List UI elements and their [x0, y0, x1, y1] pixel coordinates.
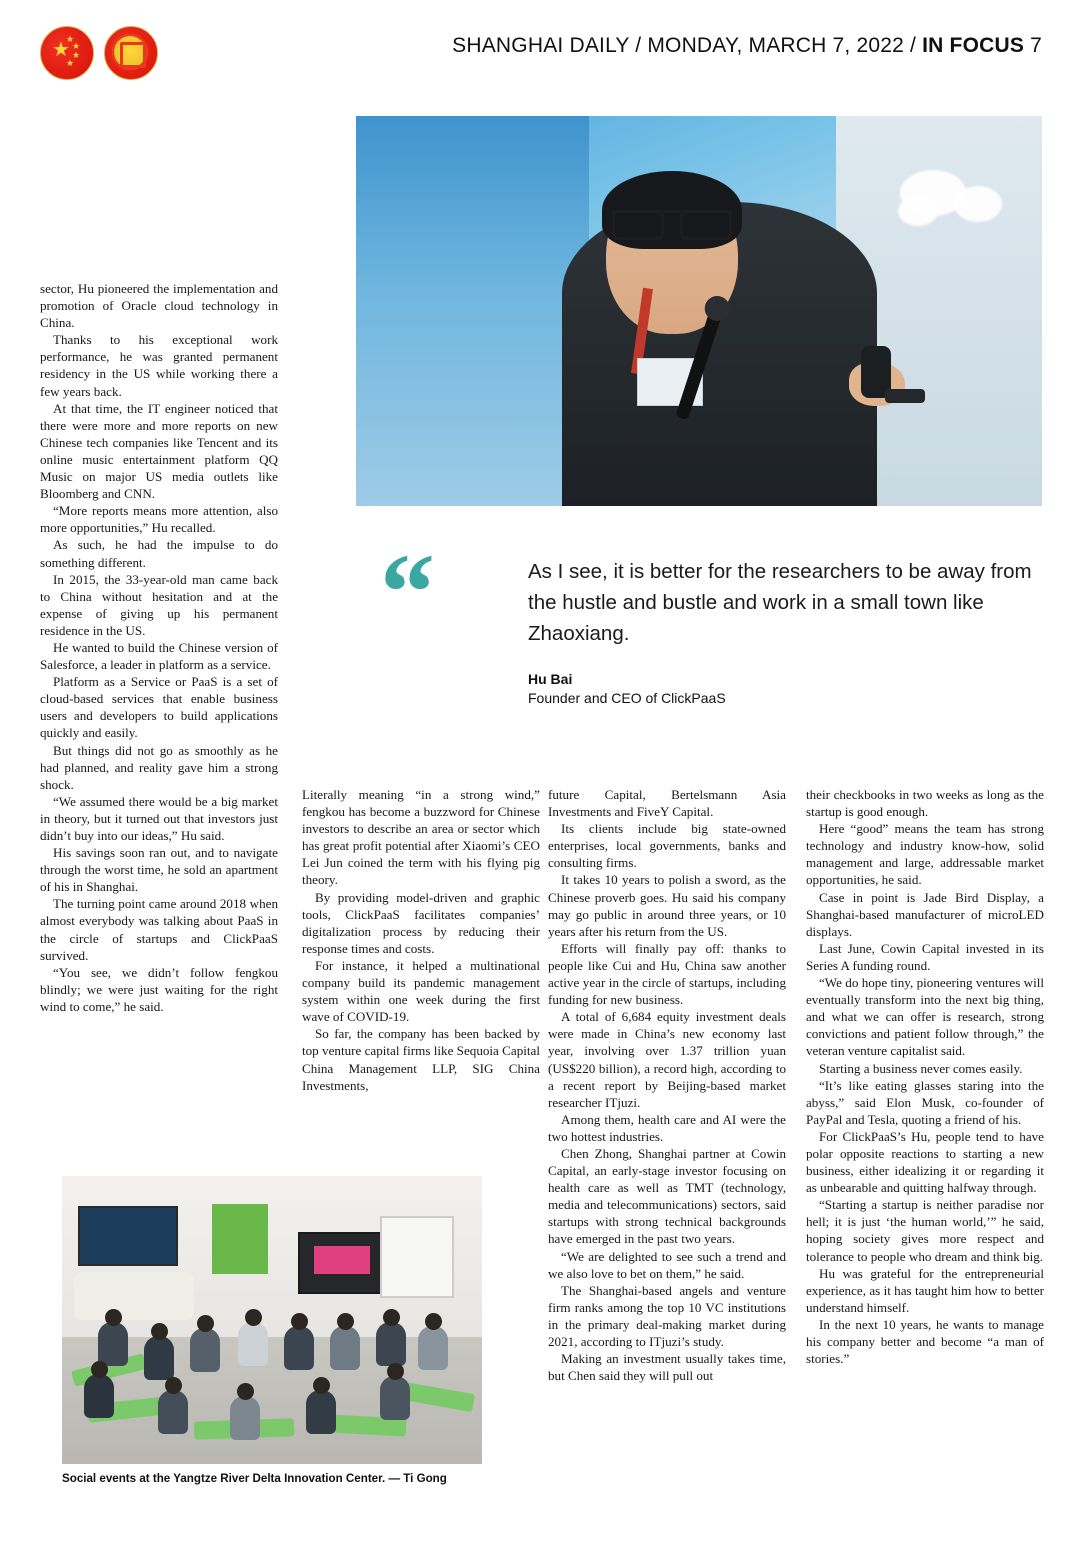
paragraph: He wanted to build the Chinese version of Salesforce, a leader in platform as a service. — [40, 639, 278, 673]
cppcc-emblem-icon — [104, 26, 158, 80]
paragraph: “More reports means more attention, also more opportunities,” Hu recalled. — [40, 503, 278, 536]
paragraph: As such, he had the impulse to do something different. — [40, 537, 278, 570]
masthead — [40, 26, 1042, 86]
flag-star-small-3: ★ — [72, 50, 81, 60]
bottom-photo — [62, 1176, 482, 1464]
flag-star-large: ★ — [52, 39, 70, 61]
publication-name: SHANGHAI DAILY — [452, 34, 630, 57]
header-sep-1: / — [629, 34, 648, 57]
paragraph: “Starting a startup is neither paradise nor hell; it is just ‘the human world,’” he said, hoping society gives more respect and tolerance to people who dream and think big. — [806, 1197, 1044, 1264]
hero-sky — [356, 116, 589, 506]
section-name: IN FOCUS — [922, 34, 1025, 57]
bottom-photo-display-1 — [78, 1206, 178, 1266]
pull-quote — [380, 531, 1040, 706]
article-column-2 — [302, 786, 540, 1094]
pull-quote-text: As I see, it is better for the researchers to be away from the hustle and bustle and work in a small town like Zhaoxiang. — [528, 560, 1032, 645]
paragraph: But things did not go as smoothly as he had planned, and reality gave him a strong shock. — [40, 742, 278, 792]
article-column-1 — [40, 280, 278, 1015]
paragraph: “We are delighted to see such a trend and we also love to bet on them,” he said. — [548, 1248, 786, 1281]
paragraph: Its clients include big state-owned enterprises, local governments, banks and consulting firms. — [548, 821, 786, 871]
paragraph: Case in point is Jade Bird Display, a Shanghai-based manufacturer of microLED displays. — [806, 889, 1044, 939]
paragraph: Thanks to his exceptional work performance, he was granted permanent residency in the US while working there a few years back. — [40, 332, 278, 399]
bottom-photo-person — [306, 1390, 336, 1434]
page-header-line — [452, 34, 1042, 58]
bottom-photo-person — [376, 1322, 406, 1366]
bottom-photo-sofa — [74, 1272, 194, 1320]
flag-star-small-1: ★ — [66, 34, 75, 44]
pull-quote-attribution-name: Hu Bai — [528, 671, 573, 687]
hero-wristwatch — [885, 389, 925, 403]
bottom-photo-person — [158, 1390, 188, 1434]
bottom-photo-person — [418, 1326, 448, 1370]
paragraph: “You see, we didn’t follow fengkou blindly; we were just waiting for the right wind to come,” he said. — [40, 964, 278, 1014]
paragraph: Platform as a Service or PaaS is a set of cloud-based services that enable business users and developers to build applications quickly and easily. — [40, 674, 278, 741]
paragraph: future Capital, Bertelsmann Asia Investments and FiveY Capital. — [548, 787, 786, 820]
article-column-4 — [806, 786, 1044, 1367]
pull-quote-attribution-role: Founder and CEO of ClickPaaS — [528, 690, 726, 706]
paragraph: “We do hope tiny, pioneering ventures will eventually transform into the next big thing, and what we can offer is research, strong convictions and patient follow through,” the veteran venture capitalist said. — [806, 975, 1044, 1059]
paragraph: His savings soon ran out, and to navigate through the worst time, he sold an apartment of his in Shanghai. — [40, 845, 278, 895]
paragraph: “We assumed there would be a big market in theory, but it turned out that investors just didn’t buy into our ideas,” Hu said. — [40, 793, 278, 843]
bottom-photo-person — [144, 1336, 174, 1380]
paragraph: Efforts will finally pay off: thanks to people like Cui and Hu, China saw another active year in the circle of startups, including funding for new business. — [548, 940, 786, 1008]
header-sep-2: / — [904, 34, 923, 57]
paragraph: It takes 10 years to polish a sword, as the Chinese proverb goes. Hu said his company may go public in around three years, or 10 years after his return from the US. — [548, 872, 786, 939]
emblem-group — [40, 26, 158, 80]
hero-cloud-2 — [954, 186, 1002, 222]
paragraph: Literally meaning “in a strong wind,” fengkou has become a buzzword for Chinese investors to describe an area or sector which has great profit potential after Xiaomi’s CEO Lei Jun coined the term with his flying pig theory. — [302, 787, 540, 888]
paragraph: At that time, the IT engineer noticed that there were more and more reports on new Chinese tech companies like Tencent and its online music entertainment platform QQ Music on major US media outlets like Bloomberg and CNN. — [40, 400, 278, 502]
paragraph: Chen Zhong, Shanghai partner at Cowin Capital, an early-stage investor focusing on health care as well as TMT (technology, media and telecommunications) sectors, said startups with strong technical backgrounds have emerged in the past two years. — [548, 1145, 786, 1247]
bottom-photo-person — [284, 1326, 314, 1370]
flag-star-small-2: ★ — [72, 41, 81, 51]
paragraph: Here “good” means the team has strong technology and industry know-how, solid management and large, addressable market opportunities, he said. — [806, 821, 1044, 888]
flag-star-small-4: ★ — [66, 58, 75, 68]
paragraph: For instance, it helped a multinational company build its pandemic management system within one week during the first wave of COVID-19. — [302, 957, 540, 1025]
bottom-photo-person — [84, 1374, 114, 1418]
hero-photo — [356, 116, 1042, 506]
bottom-photo-person — [98, 1322, 128, 1366]
bottom-photo-person — [230, 1396, 260, 1440]
cppcc-emblem-inner — [112, 34, 148, 70]
paragraph: Hu was grateful for the entrepreneurial experience, as it has taught him how to better understand himself. — [806, 1265, 1044, 1315]
paragraph: In the next 10 years, he wants to manage his company better and become “a man of stories.” — [806, 1316, 1044, 1367]
hero-cloud-3 — [898, 196, 938, 226]
paragraph: “It’s like eating glasses staring into the abyss,” said Elon Musk, co-founder of PayPal and Tesla, quoting a friend of his. — [806, 1077, 1044, 1127]
paragraph: Making an investment usually takes time, but Chen said they will pull out — [548, 1351, 786, 1384]
quote-mark-icon: “ — [380, 531, 435, 653]
article-column-3 — [548, 786, 786, 1384]
bottom-photo-green-panel — [212, 1204, 268, 1274]
paragraph: The turning point came around 2018 when almost everybody was talking about PaaS in the circle of startups and ClickPaaS survived. — [40, 896, 278, 963]
paragraph: sector, Hu pioneered the implementation and promotion of Oracle cloud technology in China. — [40, 281, 278, 331]
paragraph: In 2015, the 33-year-old man came back to China without hesitation and at the expense of giving up his permanent residence in the US. — [40, 571, 278, 638]
china-national-flag-emblem-icon — [40, 26, 94, 80]
paragraph: A total of 6,684 equity investment deals were made in China’s new economy last year, involving over 1.37 trillion yuan (US$220 billion), a record high, according to a recent report by Beijing-based market researcher ITjuzi. — [548, 1009, 786, 1110]
paragraph: By providing model-driven and graphic tools, ClickPaaS facilitates companies’ digitalization process by reducing their response times and costs. — [302, 889, 540, 956]
paragraph: their checkbooks in two weeks as long as the startup is good enough. — [806, 787, 1044, 820]
bottom-photo-person — [190, 1328, 220, 1372]
bottom-photo-person — [238, 1322, 268, 1366]
paragraph: So far, the company has been backed by top venture capital firms like Sequoia Capital China Management LLP, SIG China Investments, — [302, 1026, 540, 1093]
paragraph: Among them, health care and AI were the two hottest industries. — [548, 1111, 786, 1144]
glasses-icon — [612, 210, 732, 237]
bottom-photo-person — [380, 1376, 410, 1420]
page-number: 7 — [1030, 34, 1042, 57]
bottom-photo-whiteboard — [380, 1216, 454, 1298]
paragraph: Starting a business never comes easily. — [819, 1060, 1023, 1076]
paragraph: For ClickPaaS’s Hu, people tend to have polar opposite reactions to starting a new business, either idealizing it or regarding it as unbearable and quitting halfway through. — [806, 1128, 1044, 1196]
issue-date: MONDAY, MARCH 7, 2022 — [647, 34, 905, 57]
paragraph: Last June, Cowin Capital invested in its Series A funding round. — [806, 940, 1044, 973]
paragraph: The Shanghai-based angels and venture firm ranks among the top 10 VC institutions in the primary deal-making market during 2021, according to ITjuzi’s study. — [548, 1282, 786, 1349]
bottom-photo-caption: Social events at the Yangtze River Delta Innovation Center. — Ti Gong — [62, 1472, 447, 1485]
bottom-photo-display-2 — [298, 1232, 388, 1294]
bottom-photo-person — [330, 1326, 360, 1370]
